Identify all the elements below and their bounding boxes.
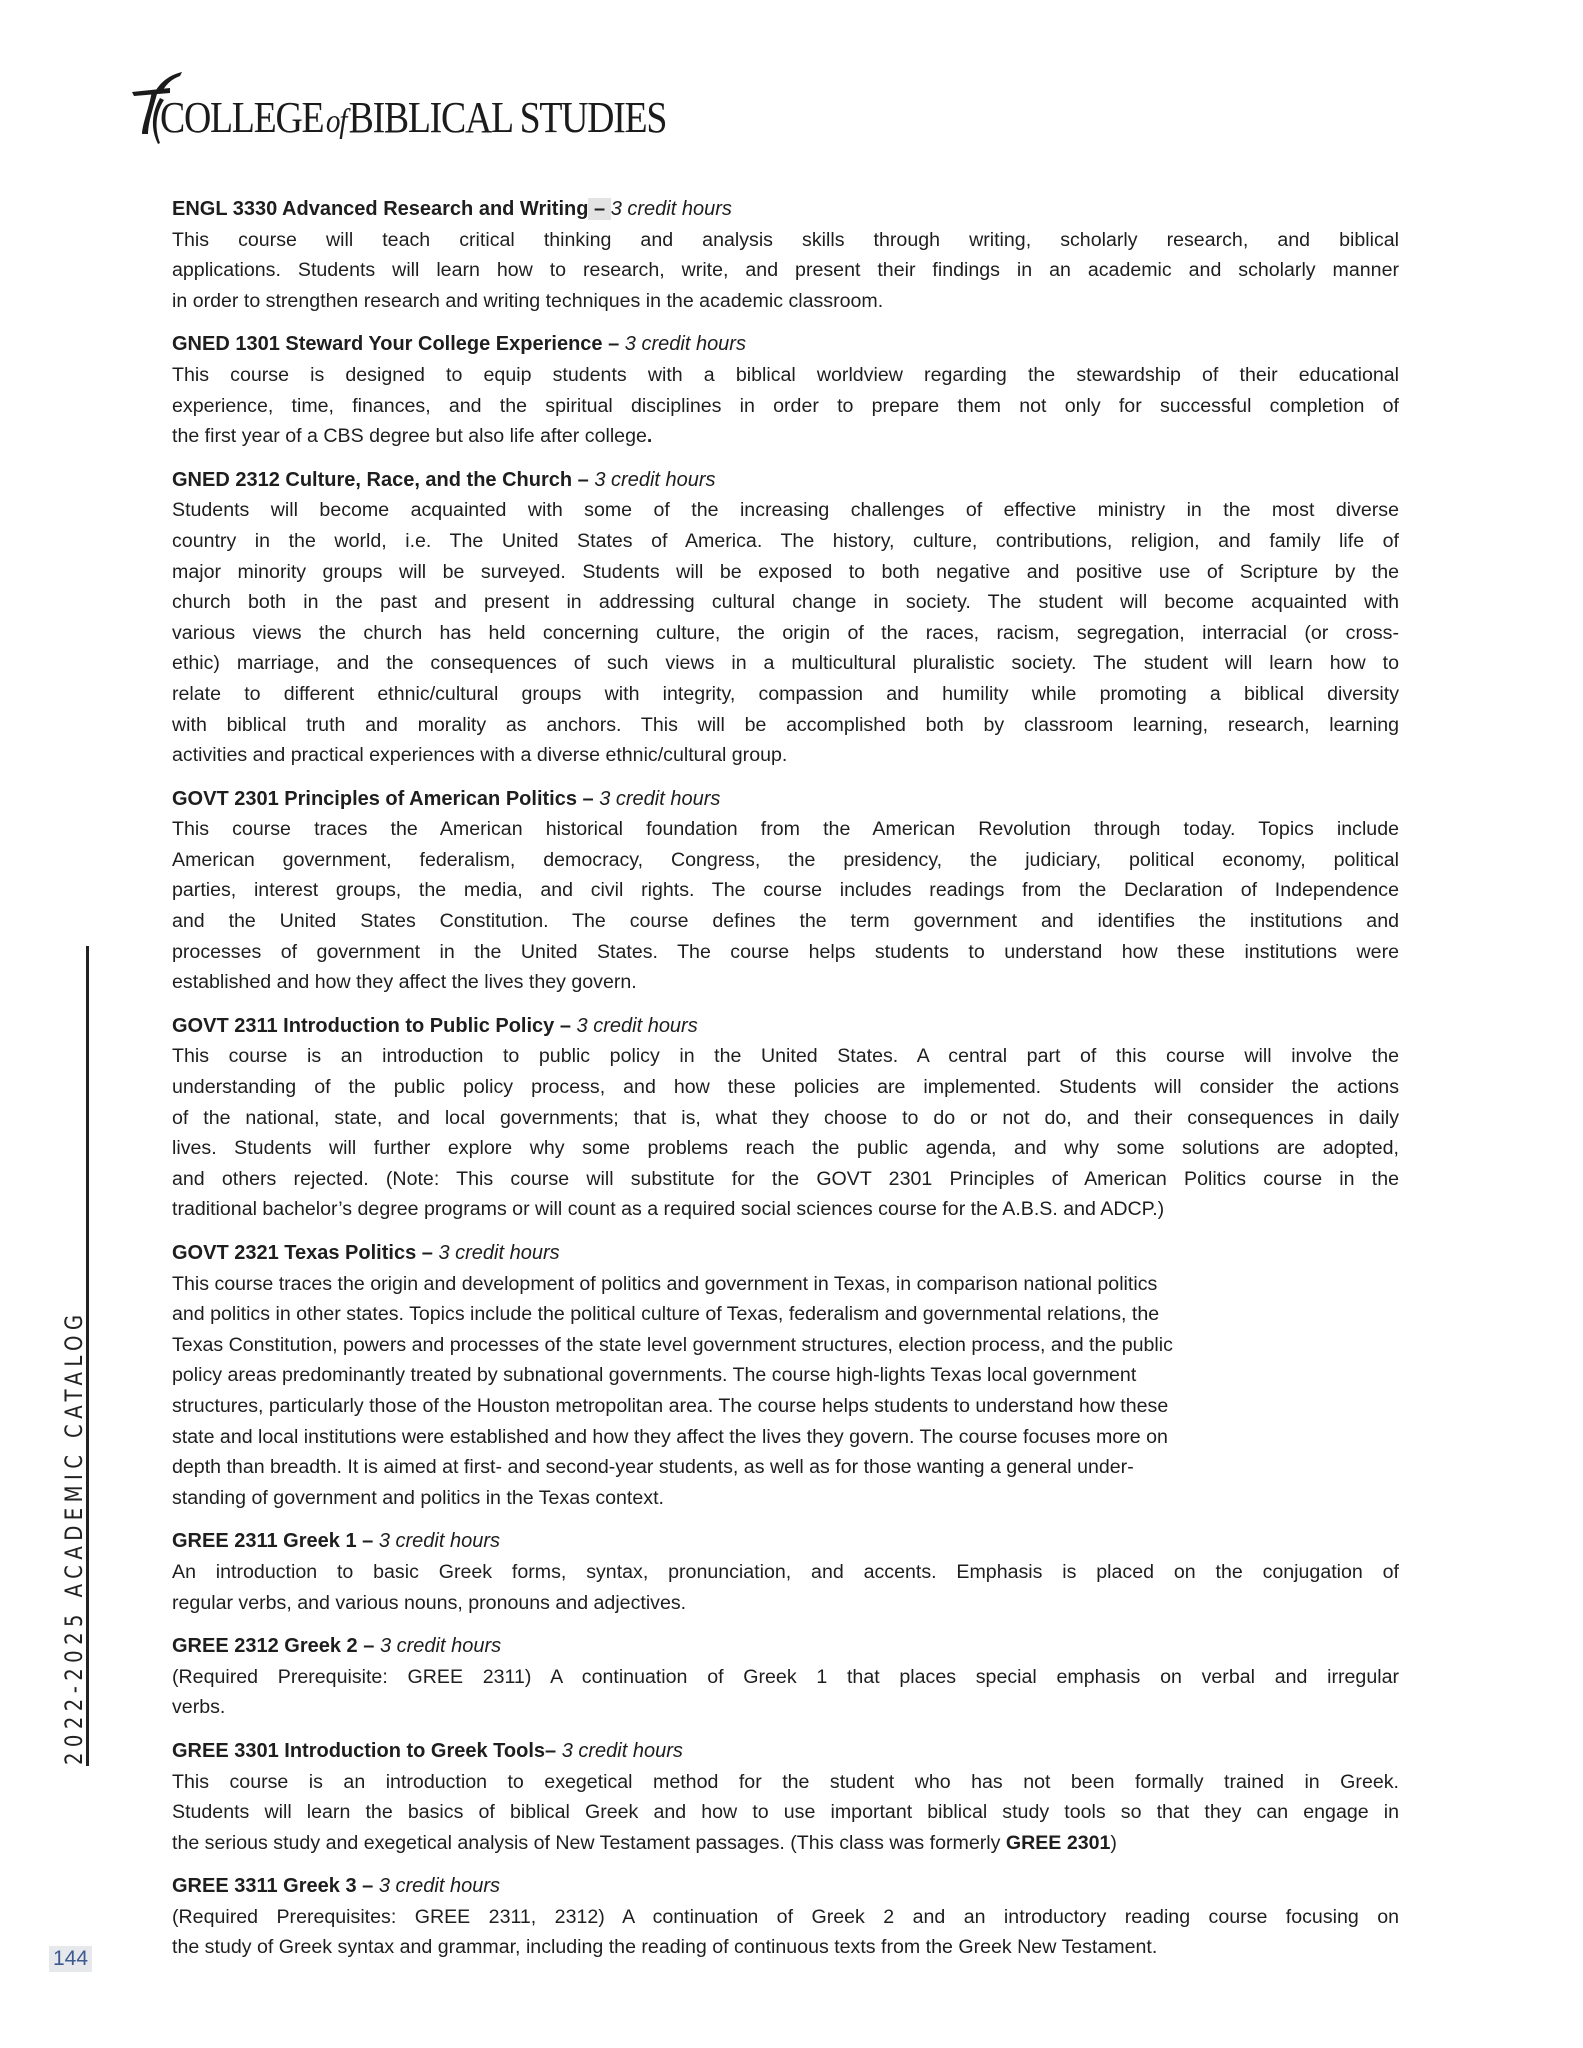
description-line — [172, 587, 1399, 618]
description-line — [172, 391, 1399, 422]
description-line — [172, 1692, 1399, 1723]
description-line — [172, 679, 1399, 710]
text-segment: This course will teach critical thinking and analysis skills through writing, scholarly research, and biblical — [172, 228, 1399, 251]
course-title: GOVT 2321 Texas Politics — [172, 1242, 417, 1264]
course-credits: 3 credit hours — [438, 1242, 560, 1264]
text-segment: applications. Students will learn how to research, write, and present their findings in an academic and scholarly manner — [172, 259, 1399, 282]
description-line — [172, 421, 1399, 452]
text-segment: traditional bachelor’s degree programs or will count as a required social sciences course for the A.B.S. and ADCP.) — [172, 1198, 1165, 1221]
college-logo — [130, 66, 690, 146]
text-segment: regular verbs, and various nouns, pronouns and adjectives. — [172, 1591, 687, 1614]
description-line — [172, 1299, 1399, 1330]
course-entry — [172, 1526, 1399, 1618]
text-segment: parties, interest groups, the media, and civil rights. The course includes readings from the Declaration of Independence — [172, 879, 1399, 902]
description-line — [172, 906, 1399, 937]
description-line — [172, 1194, 1399, 1225]
description-line — [172, 937, 1399, 968]
course-credits: 3 credit hours — [378, 1875, 500, 1898]
text-segment: major minority groups will be surveyed. Students will be exposed to both negative and positive use of Scripture by the — [172, 560, 1399, 583]
text-segment: depth than breadth. It is aimed at first- and second-year students, as well as for those wanting a general under- — [172, 1456, 1134, 1479]
text-segment: Students will become acquainted with some of the increasing challenges of effective ministry in the most diverse — [172, 499, 1399, 522]
course-entry — [172, 465, 1399, 771]
text-segment: of the national, state, and local governments; that is, what they choose to do or not do, and their consequences in daily — [172, 1106, 1399, 1129]
course-descriptions — [172, 194, 1399, 1976]
text-segment: ) — [1110, 1831, 1117, 1854]
course-entry — [172, 1238, 1399, 1513]
text-segment: relate to different ethnic/cultural groups with integrity, compassion and humility while promoting a biblical diversity — [172, 682, 1399, 705]
heading-dash: – — [602, 333, 625, 356]
text-segment: the first year of a CBS degree but also life after college — [172, 425, 647, 448]
text-segment: Students will learn the basics of biblical Greek and how to use important biblical study tools so that they can engage in — [172, 1801, 1399, 1824]
course-credits: 3 credit hours — [576, 1014, 698, 1037]
description-line — [172, 255, 1399, 286]
course-title: GREE 3311 Greek 3 — [172, 1875, 357, 1898]
course-credits: 3 credit hours — [599, 787, 721, 810]
course-title: GREE 3301 Introduction to Greek Tools — [172, 1739, 546, 1762]
text-segment: This course traces the American historical foundation from the American Revolution through today. Topics include — [172, 818, 1399, 841]
course-title: GOVT 2311 Introduction to Public Policy — [172, 1014, 555, 1037]
text-segment: (Required Prerequisites: GREE 2311, 2312) A continuation of Greek 2 and an introductory reading course focusing on — [172, 1905, 1399, 1928]
text-segment: An introduction to basic Greek forms, syntax, pronunciation, and accents. Emphasis is placed on the conjugation of — [172, 1560, 1399, 1583]
logo-text-of: of — [325, 103, 347, 140]
description-line — [172, 845, 1399, 876]
description-line — [172, 1330, 1399, 1361]
description-line — [172, 1422, 1399, 1453]
description-line — [172, 1483, 1399, 1514]
description-line — [172, 648, 1399, 679]
description-line — [172, 875, 1399, 906]
text-segment: state and local institutions were established and how they affect the lives they govern. The course focuses more on — [172, 1425, 1168, 1448]
description-line — [172, 618, 1399, 649]
course-credits: 3 credit hours — [610, 198, 732, 220]
course-heading — [172, 465, 1399, 496]
course-credits: 3 credit hours — [379, 1635, 502, 1658]
text-segment: (Required Prerequisite: GREE 2311) A continuation of Greek 1 that places special emphasis on verbal and irregular — [172, 1665, 1399, 1688]
description-line — [172, 360, 1399, 391]
course-heading — [172, 1736, 1399, 1767]
text-segment: lives. Students will further explore why some problems reach the public agenda, and why some solutions are adopted, — [172, 1137, 1399, 1160]
text-segment: This course traces the origin and development of politics and government in Texas, in comparison national politics — [172, 1272, 1158, 1295]
text-segment: experience, time, finances, and the spiritual disciplines in order to prepare them not only for successful completion of — [172, 394, 1399, 417]
description-line — [172, 1164, 1399, 1195]
description-line — [172, 1767, 1399, 1798]
description-line — [172, 225, 1399, 256]
bold-text: GREE 2301 — [1005, 1831, 1111, 1854]
description-line — [172, 1360, 1399, 1391]
course-credits: 3 credit hours — [561, 1739, 683, 1762]
course-credits: 3 credit hours — [378, 1530, 500, 1553]
text-segment: country in the world, i.e. The United States of America. The history, culture, contributions, religion, and family life of — [172, 529, 1399, 552]
description-line — [172, 286, 1399, 317]
text-segment: This course is an introduction to public policy in the United States. A central part of this course will involve the — [172, 1045, 1399, 1068]
course-title: GNED 1301 Steward Your College Experience — [172, 333, 603, 356]
text-segment: This course is designed to equip students with a biblical worldview regarding the stewardship of their educational — [172, 363, 1399, 386]
heading-dash: – — [416, 1242, 439, 1264]
description-line — [172, 1588, 1399, 1619]
text-segment: the study of Greek syntax and grammar, including the reading of continuous texts from the Greek New Testament. — [172, 1936, 1158, 1959]
heading-dash: – — [356, 1530, 379, 1553]
course-heading — [172, 1526, 1399, 1557]
course-entry — [172, 784, 1399, 998]
heading-dash: – — [588, 198, 611, 220]
description-line — [172, 557, 1399, 588]
logo-text-biblical-studies: BIBLICAL STUDIES — [348, 93, 667, 142]
text-segment: church both in the past and present in addressing cultural change in society. The student will become acquainted with — [172, 591, 1399, 614]
course-title: ENGL 3330 Advanced Research and Writing — [172, 198, 589, 220]
course-entry — [172, 329, 1399, 451]
text-segment: processes of government in the United States. The course helps students to understand how these institutions were — [172, 940, 1399, 963]
heading-dash: – — [545, 1739, 562, 1762]
catalog-side-label: 2022-2025 ACADEMIC CATALOG — [60, 1309, 88, 1765]
heading-dash: – — [576, 787, 600, 810]
text-segment: structures, particularly those of the Houston metropolitan area. The course helps students to understand how these — [172, 1394, 1169, 1417]
text-segment: activities and practical experiences with a diverse ethnic/cultural group. — [172, 744, 788, 767]
text-segment: ethic) marriage, and the consequences of such views in a multicultural pluralistic society. The student will learn how to — [172, 652, 1399, 675]
course-entry — [172, 1011, 1399, 1225]
text-segment: various views the church has held concerning culture, the origin of the races, racism, segregation, interracial (or cross- — [172, 621, 1399, 644]
description-line — [172, 1133, 1399, 1164]
description-line — [172, 1662, 1399, 1693]
description-line — [172, 1072, 1399, 1103]
course-heading — [172, 1631, 1399, 1662]
bold-text: . — [646, 425, 653, 448]
text-segment: understanding of the public policy process, and how these policies are implemented. Students will consider the actions — [172, 1076, 1399, 1099]
course-entry — [172, 1631, 1399, 1723]
description-line — [172, 1797, 1399, 1828]
course-heading — [172, 194, 1399, 225]
heading-dash: – — [356, 1875, 379, 1898]
heading-dash: – — [357, 1635, 380, 1658]
text-segment: and politics in other states. Topics include the political culture of Texas, federalism and governmental relations, the — [172, 1303, 1160, 1326]
course-heading — [172, 329, 1399, 360]
course-credits: 3 credit hours — [594, 468, 716, 491]
text-segment: with biblical truth and morality as anchors. This will be accomplished both by classroom learning, research, learning — [172, 713, 1399, 736]
description-line — [172, 1041, 1399, 1072]
page-number: 144 — [49, 1946, 92, 1972]
course-entry — [172, 1871, 1399, 1963]
text-segment: and others rejected. (Note: This course will substitute for the GOVT 2301 Principles of American Politics course in the — [172, 1167, 1399, 1190]
course-title: GOVT 2301 Principles of American Politics — [172, 787, 577, 810]
text-segment: standing of government and politics in the Texas context. — [172, 1486, 664, 1509]
text-segment: in order to strengthen research and writing techniques in the academic classroom. — [172, 289, 884, 312]
course-entry — [172, 194, 1399, 316]
logo-text-college: COLLEGE — [160, 93, 324, 142]
text-segment: established and how they affect the lives they govern. — [172, 971, 637, 994]
text-segment: and the United States Constitution. The course defines the term government and identifies the institutions and — [172, 910, 1399, 933]
description-line — [172, 740, 1399, 771]
description-line — [172, 814, 1399, 845]
course-heading — [172, 1238, 1399, 1269]
course-heading — [172, 784, 1399, 815]
heading-dash: – — [572, 468, 595, 491]
text-segment: Texas Constitution, powers and processes of the state level government structures, election process, and the public — [172, 1333, 1173, 1356]
description-line — [172, 710, 1399, 741]
text-segment: the serious study and exegetical analysis of New Testament passages. (This class was formerly — [172, 1831, 1006, 1854]
description-line — [172, 526, 1399, 557]
description-line — [172, 1452, 1399, 1483]
course-entry — [172, 1736, 1399, 1858]
description-line — [172, 967, 1399, 998]
description-line — [172, 1902, 1399, 1933]
text-segment: verbs. — [172, 1696, 226, 1719]
heading-dash: – — [554, 1014, 577, 1037]
text-segment: American government, federalism, democracy, Congress, the presidency, the judiciary, political economy, political — [172, 848, 1399, 871]
course-title: GREE 2312 Greek 2 — [172, 1635, 358, 1658]
course-heading — [172, 1011, 1399, 1042]
course-title: GNED 2312 Culture, Race, and the Church — [172, 468, 573, 491]
text-segment: policy areas predominantly treated by subnational governments. The course high-lights Texas local government — [172, 1364, 1137, 1387]
description-line — [172, 1103, 1399, 1134]
course-title: GREE 2311 Greek 1 — [172, 1530, 357, 1553]
description-line — [172, 1557, 1399, 1588]
description-line — [172, 1828, 1399, 1859]
course-heading — [172, 1871, 1399, 1902]
course-credits: 3 credit hours — [624, 333, 746, 356]
description-line — [172, 495, 1399, 526]
description-line — [172, 1932, 1399, 1963]
text-segment: This course is an introduction to exegetical method for the student who has not been formally trained in Greek. — [172, 1770, 1399, 1793]
description-line — [172, 1269, 1399, 1300]
description-line — [172, 1391, 1399, 1422]
